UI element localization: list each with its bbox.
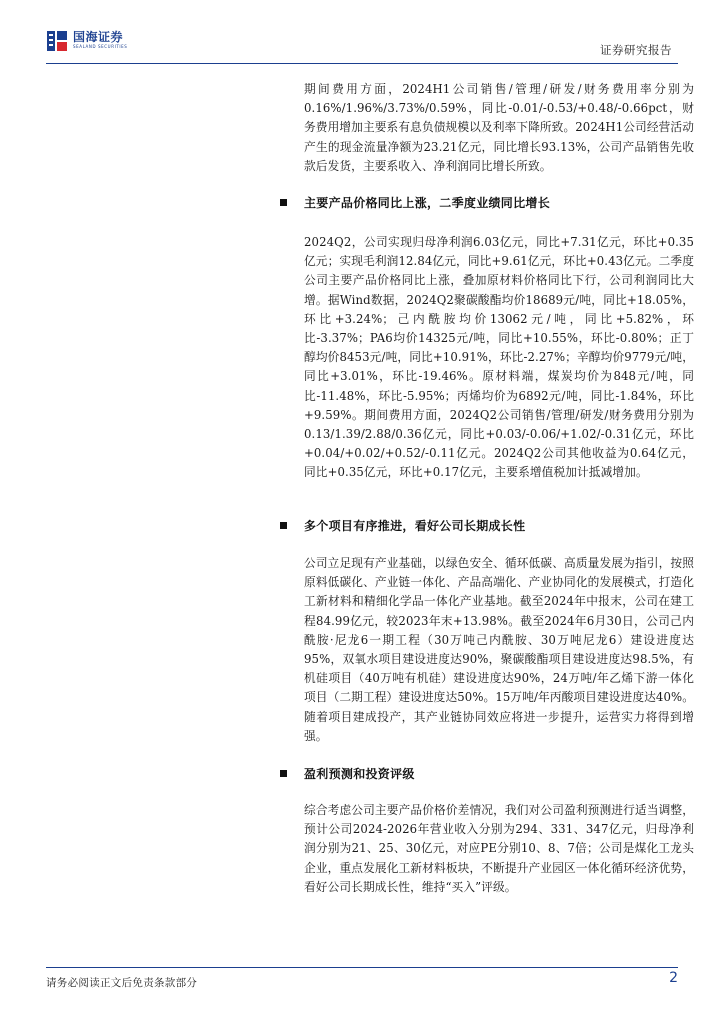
section-title: 盈利预测和投资评级 (304, 766, 415, 781)
section-title: 主要产品价格同比上涨，二季度业绩同比增长 (304, 195, 551, 210)
company-logo (46, 30, 127, 56)
report-type-label: 证券研究报告 (600, 43, 672, 57)
section-body-forecast: 综合考虑公司主要产品价格价差情况，我们对公司盈利预测进行适当调整，预计公司2024-2026年营业收入分别为294、331、347亿元，归母净利润分别为21、25、30亿元，对应PE分别10、8、7倍；公司是煤化工龙头企业，重点发展化工新材料板块，不断提升产业园区一体化循环经济优势，看好公司长期成长性，维持“买入”评级。 (304, 803, 694, 894)
page-header (46, 27, 678, 63)
sealand-logo-icon (46, 30, 68, 52)
logo-english-name: SEALAND SECURITIES (73, 44, 128, 49)
square-bullet-icon (280, 770, 287, 777)
section-heading-forecast (280, 763, 415, 783)
header-divider (46, 63, 678, 64)
section-title: 多个项目有序推进，看好公司长期成长性 (304, 518, 526, 533)
square-bullet-icon (280, 522, 287, 529)
disclaimer-note: 请务必阅读正文后免责条款部分 (46, 977, 198, 989)
section-body-performance: 2024Q2，公司实现归母净利润6.03亿元，同比+7.31亿元，环比+0.35亿元；实现毛利润12.84亿元，同比+9.61亿元，环比+0.43亿元。二季度公司主要产品价格同比上涨，叠加原材料价格同比下行，公司利润同比大增。据Wind数据，2024Q2聚碳酸酯均价18689元/吨，同比+18.05%，环比+3.24%；己内酰胺均价13062元/吨，同比+5.82%，环比-3.37%；PA6均价14325元/吨，同比+10.55%，环比-0.80%；正丁醇均价8453元/吨，同比+10.91%，环比-2.27%；辛醇均价9779元/吨，同比+3.01%，环比-19.46%。原材料端，煤炭均价为848元/吨，同比-11.48%，环比-5.95%；丙烯均价为6892元/吨，同比-1.84%，环比+9.59%。期间费用方面，2024Q2公司销售/管理/研发/财务费用分别为0.13/1.39/2.88/0.36亿元，同比+0.03/-0.06/+1.02/-0.31亿元，环比+0.04/+0.02/+0.52/-0.11亿元。2024Q2公司其他收益为0.64亿元，同比+0.35亿元，环比+0.17亿元，主要系增值税加计抵减增加。 (304, 235, 694, 480)
footer-divider (46, 967, 678, 968)
logo-chinese-name: 国海证券 (73, 30, 124, 44)
intro-paragraph: 期间费用方面，2024H1公司销售/管理/研发/财务费用率分别为0.16%/1.96%/3.73%/0.59%，同比-0.01/-0.53/+0.48/-0.66pct，财务费用增加主要系有息负债规模以及利率下降所致。2024H1公司经营活动产生的现金流量净额为23.21亿元，同比增长93.13%，公司产品销售先收款后发货，主要系收入、净利润同比增长所致。 (304, 82, 694, 173)
page-number: 2 (669, 970, 678, 986)
section-body-projects: 公司立足现有产业基础，以绿色安全、循环低碳、高质量发展为指引，按照原料低碳化、产业链一体化、产品高端化、产业协同化的发展模式，打造化工新材料和精细化学品一体化产业基地。截至2024年中报末，公司在建工程84.99亿元，较2023年末+13.98%。截至2024年6月30日，公司己内酰胺·尼龙6一期工程（30万吨己内酰胺、30万吨尼龙6）建设进度达95%，双氧水项目建设进度达90%，聚碳酸酯项目建设进度达98.5%，有机硅项目（40万吨有机硅）建设进度达90%，24万吨/年乙烯下游一体化项目（二期工程）建设进度达50%。15万吨/年丙酸项目建设进度达40%。随着项目建成投产，其产业链协同效应将进一步提升，运营实力将得到增强。 (304, 556, 694, 743)
section-heading-projects (280, 515, 525, 535)
section-heading-performance (280, 192, 550, 212)
square-bullet-icon (280, 199, 287, 206)
